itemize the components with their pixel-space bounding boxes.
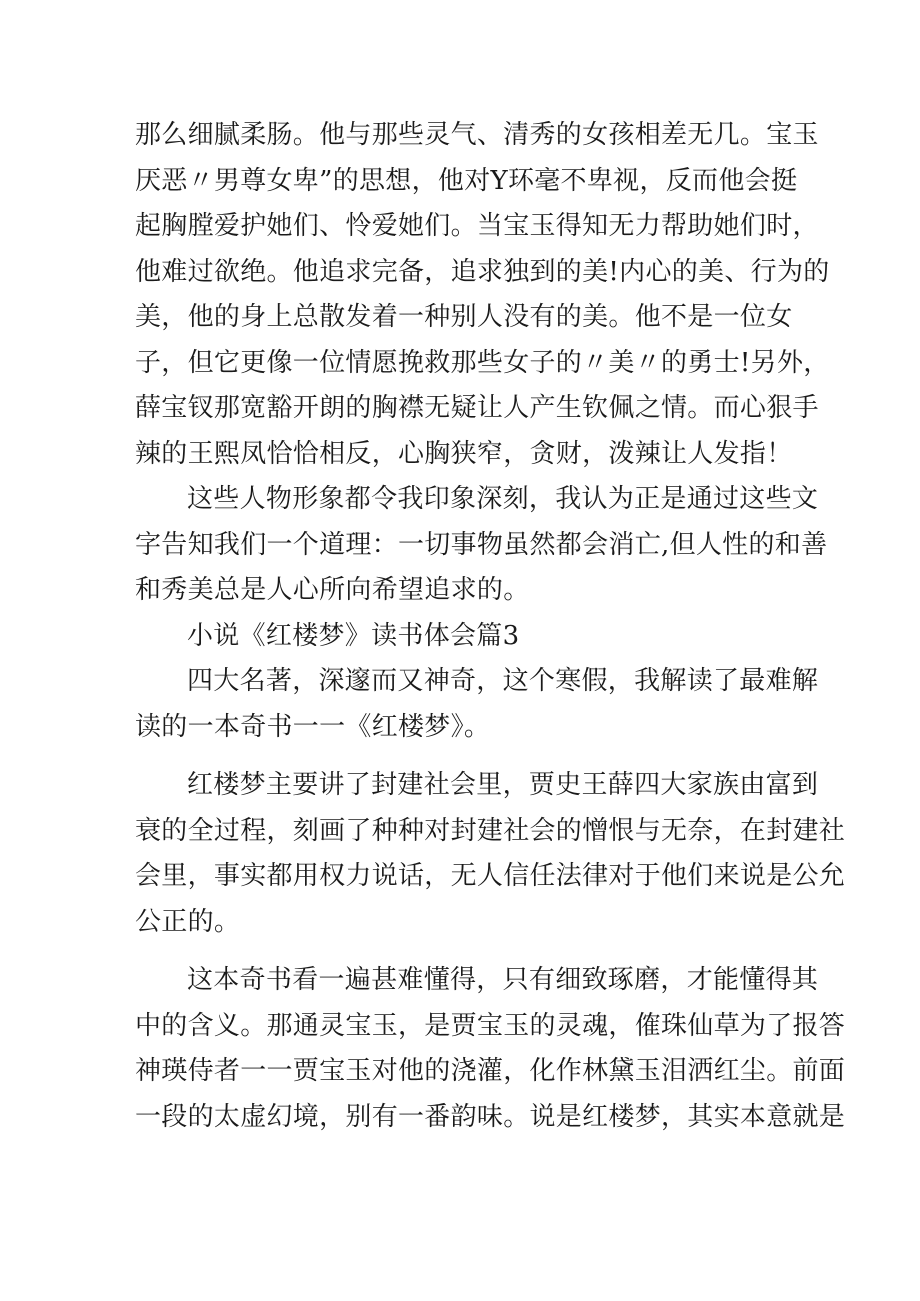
text-line-3: 起胸膛爱护她们、怜爱她们。当宝玉得知无力帮助她们时， <box>135 211 819 241</box>
text-line-16: 衰的全过程，刻画了种种对封建社会的憎恨与无奈，在封建社 <box>135 815 846 846</box>
text-line-19: 这本奇书看一遍甚难懂得，只有细致琢磨，才能懂得其 <box>187 965 819 995</box>
text-line-8: 辣的王熙凤恰恰相反，心胸狭窄，贪财，泼辣让人发指！ <box>135 438 793 469</box>
text-line-4: 他难过欲绝。他追求完备，追求独到的美!内心的美、行为的 <box>135 256 830 287</box>
text-line-6: 子，但它更像一位情愿挽救那些女子的〃美〃的勇士!另外， <box>135 347 830 378</box>
text-line-10: 字告知我们一个道理：一切事物虽然都会消亡,但人性的和善 <box>135 529 828 560</box>
paragraph-gap <box>135 750 800 763</box>
paragraph-gap <box>135 945 800 958</box>
text-line-20: 中的含义。那通灵宝玉，是贾宝玉的灵魂，傕珠仙草为了报答 <box>135 1010 846 1041</box>
text-line-14: 读的一本奇书一一《红楼梦》。 <box>135 711 491 742</box>
document-body <box>135 113 846 1140</box>
section-heading: 小说《红楼梦》读书体会篇3 <box>187 620 520 651</box>
text-line-7: 薛宝钗那宽豁开朗的胸襟无疑让人产生钦佩之情。而心狠手 <box>135 393 819 423</box>
text-line-9: 这些人物形象都令我印象深刻，我认为正是通过这些文 <box>187 484 819 514</box>
text-line-21: 神瑛侍者一一贾宝玉对他的浇灌，化作林黛玉泪洒红尘。前面 <box>135 1056 846 1086</box>
text-line-1: 那么细腻柔肠。他与那些灵气、清秀的女孩相差无几。宝玉 <box>135 120 819 150</box>
text-line-18: 公正的。 <box>135 906 241 937</box>
text-line-11: 和秀美总是人心所向希望追求的。 <box>135 575 530 605</box>
text-line-15: 红楼梦主要讲了封建社会里，贾史王薛四大家族由富到 <box>187 770 819 800</box>
text-line-2: 厌恶〃男尊女卑”的思想，他对Y环毫不卑视，反而他会挺 <box>135 165 798 196</box>
text-line-17: 会里，事实都用权力说话，无人信任法律对于他们来说是公允 <box>135 861 846 891</box>
text-line-13: 四大名著，深邃而又神奇，这个寒假，我解读了最难解 <box>187 666 819 696</box>
text-line-5: 美，他的身上总散发着一种别人没有的美。他不是一位女 <box>135 302 793 332</box>
text-line-22: 一段的太虚幻境，别有一番韵味。说是红楼梦，其实本意就是 <box>135 1101 846 1132</box>
